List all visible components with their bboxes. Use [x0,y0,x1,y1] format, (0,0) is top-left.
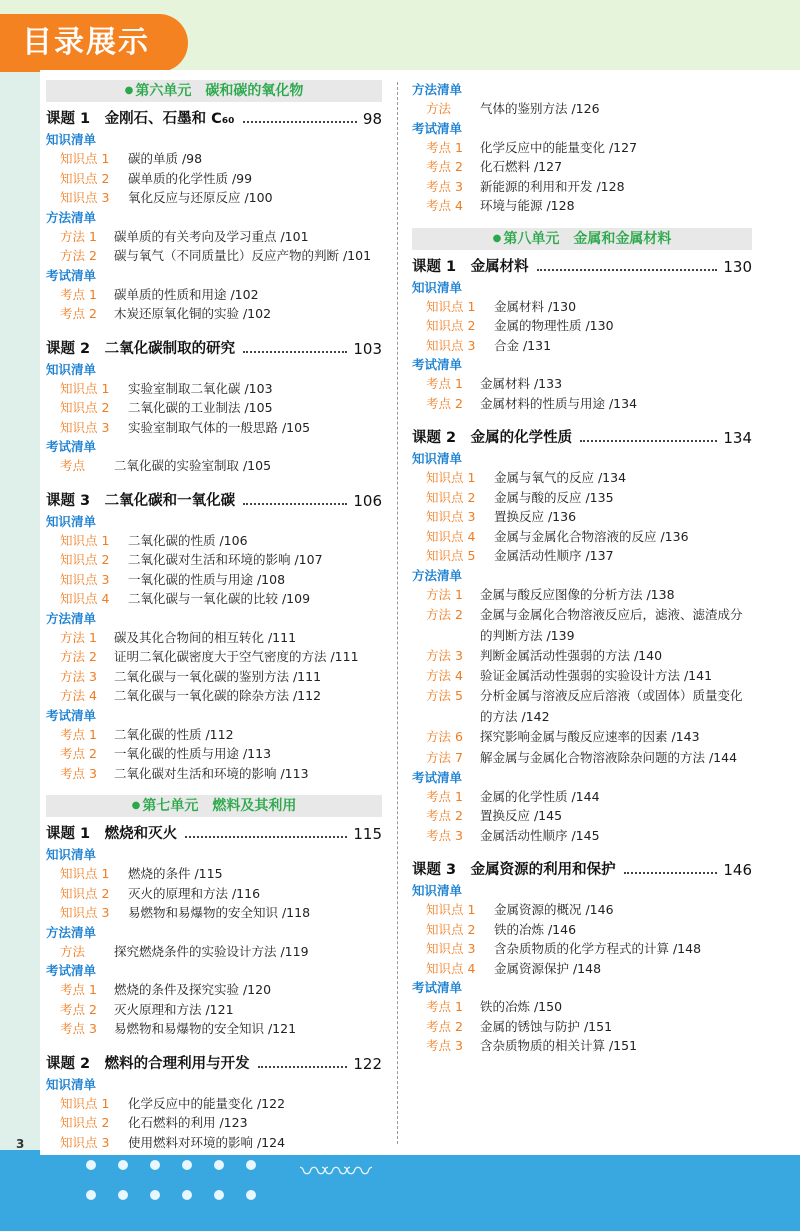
item-text: 实验室制取二氧化碳 /103 [128,380,273,396]
item-text: 环境与能源 /128 [480,198,575,213]
item-tag: 知识点 5 [426,548,476,563]
lesson-entry [46,1053,382,1075]
item-text: 木炭还原氧化铜的实验 /102 [114,306,272,321]
unit-heading: ● 第七单元 燃料及其利用 [46,795,382,817]
item-text: 金属的物理性质 /130 [494,318,614,333]
spacer [46,783,382,795]
toc-item [46,1133,382,1153]
toc-item [46,628,382,648]
toc-item [46,1019,382,1039]
item-text: 金属与金属化合物溶液的反应 /136 [494,528,689,544]
item-text: 分析金属与溶液反应后溶液（或固体）质量变化的方法 /142 [480,688,743,724]
item-text: 新能源的利用和开发 /128 [480,178,625,194]
item-text: 化石燃料 /127 [480,159,563,174]
item-text: 探究影响金属与酸反应速率的因素 /143 [480,729,700,744]
item-tag: 考点 2 [426,159,463,174]
lesson-entry [412,256,752,278]
lesson-title: 课题 1 金刚石、石墨和 C₆₀ [46,111,235,127]
item-tag: 方法 7 [426,749,463,765]
item-text: 铁的冶炼 /150 [480,999,563,1014]
item-tag: 知识点 4 [426,528,476,544]
toc-item [46,744,382,764]
item-text: 灭火的原理和方法 /116 [128,885,261,901]
item-text: 金属活动性顺序 /145 [480,827,600,843]
toc-item [46,550,382,570]
item-text: 碳的单质 /98 [128,151,203,166]
spacer [46,476,382,488]
item-tag: 考点 2 [426,395,463,411]
item-text: 二氧化碳的实验室制取 /105 [114,458,272,473]
item-text: 验证金属活动性强弱的实验设计方法 /141 [480,667,713,683]
item-text: 二氧化碳的工业制法 /105 [128,400,273,415]
unit-title: 第七单元 燃料及其利用 [142,798,297,814]
toc-item [46,864,382,884]
unit-title: 第八单元 金属和金属材料 [503,230,672,247]
lesson-title: 课题 2 燃料的合理利用与开发 [46,1055,250,1072]
spacer [46,324,382,336]
toc-item [412,646,752,666]
toc-item [46,686,382,706]
lesson-page: 134 [723,429,752,447]
item-tag: 知识点 2 [60,170,110,186]
toc-item [46,1113,382,1133]
item-tag: 知识点 3 [60,1134,110,1150]
toc-item [46,942,382,962]
item-tag: 考点 [60,458,86,473]
item-text: 化石燃料的利用 /123 [128,1115,248,1130]
lesson-title: 课题 2 金属的化学性质 [412,430,573,446]
toc-item [412,787,752,807]
item-text: 氧化反应与还原反应 /100 [128,190,273,205]
spacer [412,413,752,425]
item-tag: 知识点 2 [60,552,110,567]
item-text: 易燃物和易爆物的安全知识 /121 [114,1021,297,1036]
unit-heading: ● 第六单元 碳和碳的氧化物 [46,80,382,102]
toc-item [412,546,752,566]
lesson-page: 115 [353,825,382,843]
lesson-title: 课题 2 二氧化碳制取的研究 [46,340,236,357]
item-text: 金属与金属化合物溶液反应后，滤液、滤渣成分的判断方法 /139 [480,607,743,643]
item-text: 二氧化碳与一氧化碳的除杂方法 /112 [114,688,322,703]
item-text: 金属的化学性质 /144 [480,788,600,804]
unit-title: 第六单元 碳和碳的氧化物 [135,83,304,99]
item-tag: 方法 6 [426,729,463,744]
item-tag: 知识点 3 [60,905,110,920]
item-text: 含杂质物质的相关计算 /151 [480,1038,638,1053]
toc-item [46,647,382,667]
item-tag: 知识点 1 [426,470,476,485]
item-tag: 考点 3 [60,1021,97,1036]
item-tag: 知识点 3 [60,190,110,205]
toc-item [412,316,752,336]
toc-item [46,1000,382,1020]
toc-item [46,456,382,476]
item-text: 碳单质的有关考向及学习重点 /101 [114,228,309,244]
item-text: 二氧化碳与一氧化碳的鉴别方法 /111 [114,668,322,684]
page-title: 目录展示 [0,14,188,72]
decorative-waves: 〰〰〰 [300,1155,367,1188]
item-text: 金属与氧气的反应 /134 [494,470,627,485]
toc-item [412,585,752,605]
lesson-page: 103 [353,339,382,358]
dot-leader [243,108,357,123]
item-tag: 考点 2 [426,808,463,823]
item-text: 置换反应 /136 [494,509,577,524]
toc-item [46,246,382,266]
lesson-title: 课题 3 二氧化碳和一氧化碳 [46,492,236,509]
item-tag: 知识点 3 [60,571,110,587]
item-tag: 考点 4 [426,198,463,213]
item-tag: 方法 5 [426,688,463,703]
item-tag: 知识点 2 [426,489,476,505]
item-tag: 方法 [60,943,86,959]
decorative-dots [86,1160,256,1170]
item-tag: 考点 3 [426,1038,463,1053]
toc-item [46,398,382,418]
item-tag: 考点 1 [426,376,463,391]
item-tag: 知识点 1 [60,1095,110,1111]
spacer [46,1039,382,1051]
section-label: 考试清单 [412,357,463,372]
item-text: 金属的锈蚀与防护 /151 [480,1018,613,1034]
page-number: 3 [16,1137,25,1151]
toc-item [412,939,752,959]
toc-right-column [412,80,752,1056]
item-text: 碳单质的性质和用途 /102 [114,286,259,302]
section-label: 知识清单 [412,883,463,898]
item-text: 金属资源保护 /148 [494,960,602,976]
item-text: 一氧化碳的性质与用途 /113 [114,746,272,761]
toc-item [412,1036,752,1056]
lesson-entry [412,859,752,881]
section-label: 知识清单 [46,847,97,862]
lesson-title: 课题 1 燃烧和灭火 [46,826,178,842]
section-label: 方法清单 [46,209,97,225]
item-tag: 方法 3 [426,648,463,663]
item-text: 燃烧的条件及探究实验 /120 [114,982,272,997]
toc-item [412,394,752,414]
item-tag: 考点 2 [60,1001,97,1017]
toc-item [412,196,752,216]
item-text: 气体的鉴别方法 /126 [480,101,600,116]
toc-item [412,747,752,768]
toc-item [412,727,752,747]
toc-item [412,826,752,846]
lesson-page: 122 [353,1054,382,1073]
section-label: 考试清单 [412,980,463,995]
item-tag: 知识点 2 [60,400,110,415]
item-tag: 方法 4 [60,688,97,703]
item-tag: 考点 1 [60,982,97,997]
item-tag: 方法 1 [60,629,97,645]
toc-item [46,980,382,1000]
section-label: 考试清单 [46,439,97,454]
toc-item [412,806,752,826]
section-label: 知识清单 [46,1076,97,1092]
item-text: 铁的冶炼 /146 [494,921,577,937]
lesson-entry [46,338,382,360]
item-text: 化学反应中的能量变化 /122 [128,1095,286,1111]
item-tag: 考点 3 [426,178,463,194]
toc-item [412,336,752,356]
section-label: 考试清单 [46,963,97,978]
spacer [412,216,752,228]
toc-item [412,138,752,158]
item-tag: 知识点 3 [426,337,476,353]
item-tag: 知识点 2 [426,318,476,333]
item-tag: 知识点 3 [426,941,476,956]
toc-item [46,764,382,784]
toc-item [412,507,752,527]
toc-item [412,488,752,508]
dot-leader [243,490,347,505]
item-tag: 知识点 1 [60,380,110,396]
dot-leader [537,256,718,271]
section-label: 考试清单 [412,769,463,785]
lesson-page: 106 [353,491,382,510]
item-tag: 知识点 2 [60,885,110,901]
lesson-page: 130 [723,257,752,276]
item-tag: 考点 1 [60,286,97,302]
item-text: 探究燃烧条件的实验设计方法 /119 [114,943,309,959]
toc-item [412,99,752,119]
toc-item [412,527,752,547]
item-tag: 知识点 3 [60,419,110,435]
toc-item [46,285,382,305]
toc-item [46,149,382,169]
item-text: 二氧化碳与一氧化碳的比较 /109 [128,591,311,606]
item-tag: 考点 1 [426,139,463,155]
item-text: 二氧化碳对生活和环境的影响 /107 [128,552,323,567]
toc-item [46,667,382,687]
item-tag: 知识点 1 [60,866,110,881]
item-tag: 方法 2 [60,649,97,664]
dot-leader [580,427,717,442]
item-tag: 考点 2 [60,746,97,761]
item-text: 金属材料的性质与用途 /134 [480,395,638,411]
item-tag: 知识点 1 [60,151,110,166]
item-tag: 考点 2 [60,306,97,321]
toc-item [412,685,752,727]
toc-item [46,169,382,189]
section-label: 知识清单 [46,132,97,147]
item-tag: 考点 3 [426,827,463,843]
lesson-entry [46,490,382,512]
toc-item [46,531,382,551]
section-label: 考试清单 [46,267,97,283]
toc-item [46,725,382,745]
toc-item [46,304,382,324]
item-text: 解金属与金属化合物溶液除杂问题的方法 /144 [480,749,738,765]
toc-item [412,297,752,317]
item-text: 金属活动性顺序 /137 [494,548,614,563]
section-label: 方法清单 [412,82,463,97]
toc-item [46,1094,382,1114]
column-divider [397,82,398,1144]
item-tag: 知识点 2 [60,1115,110,1130]
item-text: 碳与氧气（不同质量比）反应产物的判断 /101 [114,248,372,263]
item-tag: 方法 4 [426,667,463,683]
toc-item [412,920,752,940]
toc-item [412,666,752,686]
section-label: 考试清单 [412,120,463,136]
lesson-title: 课题 3 金属资源的利用和保护 [412,862,616,878]
unit-heading: ● 第八单元 金属和金属材料 [412,228,752,250]
section-label: 知识清单 [46,361,97,377]
item-text: 置换反应 /145 [480,808,563,823]
section-label: 方法清单 [412,567,463,583]
item-text: 二氧化碳对生活和环境的影响 /113 [114,765,309,781]
toc-item [46,589,382,609]
toc-item [412,468,752,488]
item-text: 含杂质物质的化学方程式的计算 /148 [494,941,702,956]
item-tag: 知识点 1 [60,532,110,548]
toc-item [412,997,752,1017]
toc-item [46,884,382,904]
item-text: 易燃物和易爆物的安全知识 /118 [128,905,311,920]
item-tag: 知识点 3 [426,509,476,524]
toc-item [46,903,382,923]
item-tag: 知识点 4 [60,591,110,606]
spacer [412,845,752,857]
item-tag: 方法 1 [60,228,97,244]
item-text: 化学反应中的能量变化 /127 [480,139,638,155]
toc-item [412,900,752,920]
toc-item [46,418,382,438]
section-label: 方法清单 [46,610,97,626]
item-text: 碳单质的化学性质 /99 [128,170,253,186]
item-text: 证明二氧化碳密度大于空气密度的方法 /111 [114,649,359,664]
item-tag: 知识点 4 [426,960,476,976]
item-text: 碳及其化合物间的相互转化 /111 [114,629,297,645]
toc-item [412,374,752,394]
item-text: 使用燃料对环境的影响 /124 [128,1134,286,1150]
item-text: 合金 /131 [494,337,552,353]
left-margin-strip [0,70,40,1150]
section-label: 知识清单 [46,513,97,529]
lesson-page: 98 [362,110,382,128]
toc-item [46,227,382,247]
lesson-page: 146 [723,861,752,879]
section-label: 考试清单 [46,707,97,723]
toc-item [412,1017,752,1037]
item-text: 实验室制取气体的一般思路 /105 [128,419,311,435]
section-label: 知识清单 [412,279,463,295]
item-tag: 考点 1 [60,726,97,742]
item-tag: 知识点 1 [426,298,476,314]
item-tag: 考点 3 [60,765,97,781]
item-tag: 方法 1 [426,586,463,602]
dot-leader [624,859,718,874]
item-text: 金属与酸反应图像的分析方法 /138 [480,586,675,602]
toc-item [412,604,752,646]
item-text: 金属材料 /133 [480,376,563,391]
item-text: 金属与酸的反应 /135 [494,489,614,505]
item-text: 判断金属活动性强弱的方法 /140 [480,648,663,663]
item-tag: 考点 1 [426,999,463,1014]
item-text: 金属资源的概况 /146 [494,902,614,917]
item-text: 一氧化碳的性质与用途 /108 [128,571,286,587]
item-tag: 考点 2 [426,1018,463,1034]
item-text: 燃烧的条件 /115 [128,866,223,881]
lesson-entry [46,823,382,845]
item-tag: 考点 1 [426,788,463,804]
toc-item [46,379,382,399]
item-tag: 方法 3 [60,668,97,684]
dot-leader [185,823,347,838]
lesson-entry [46,108,382,130]
item-tag: 方法 2 [426,607,463,622]
decorative-dots [86,1190,256,1200]
section-label: 方法清单 [46,924,97,940]
dot-leader [258,1053,348,1068]
item-tag: 方法 2 [60,248,97,263]
item-text: 灭火原理和方法 /121 [114,1001,234,1017]
item-text: 金属材料 /130 [494,298,577,314]
toc-left-column [46,80,382,1172]
item-text: 二氧化碳的性质 /112 [114,726,234,742]
toc-item [412,177,752,197]
item-tag: 方法 [426,101,452,116]
toc-item [46,570,382,590]
toc-item [46,188,382,208]
lesson-title: 课题 1 金属材料 [412,258,529,275]
toc-item [412,157,752,177]
dot-leader [243,338,347,353]
item-tag: 知识点 2 [426,921,476,937]
item-tag: 知识点 1 [426,902,476,917]
section-label: 知识清单 [412,451,463,466]
lesson-entry [412,427,752,449]
item-text: 二氧化碳的性质 /106 [128,532,248,548]
toc-item [412,959,752,979]
